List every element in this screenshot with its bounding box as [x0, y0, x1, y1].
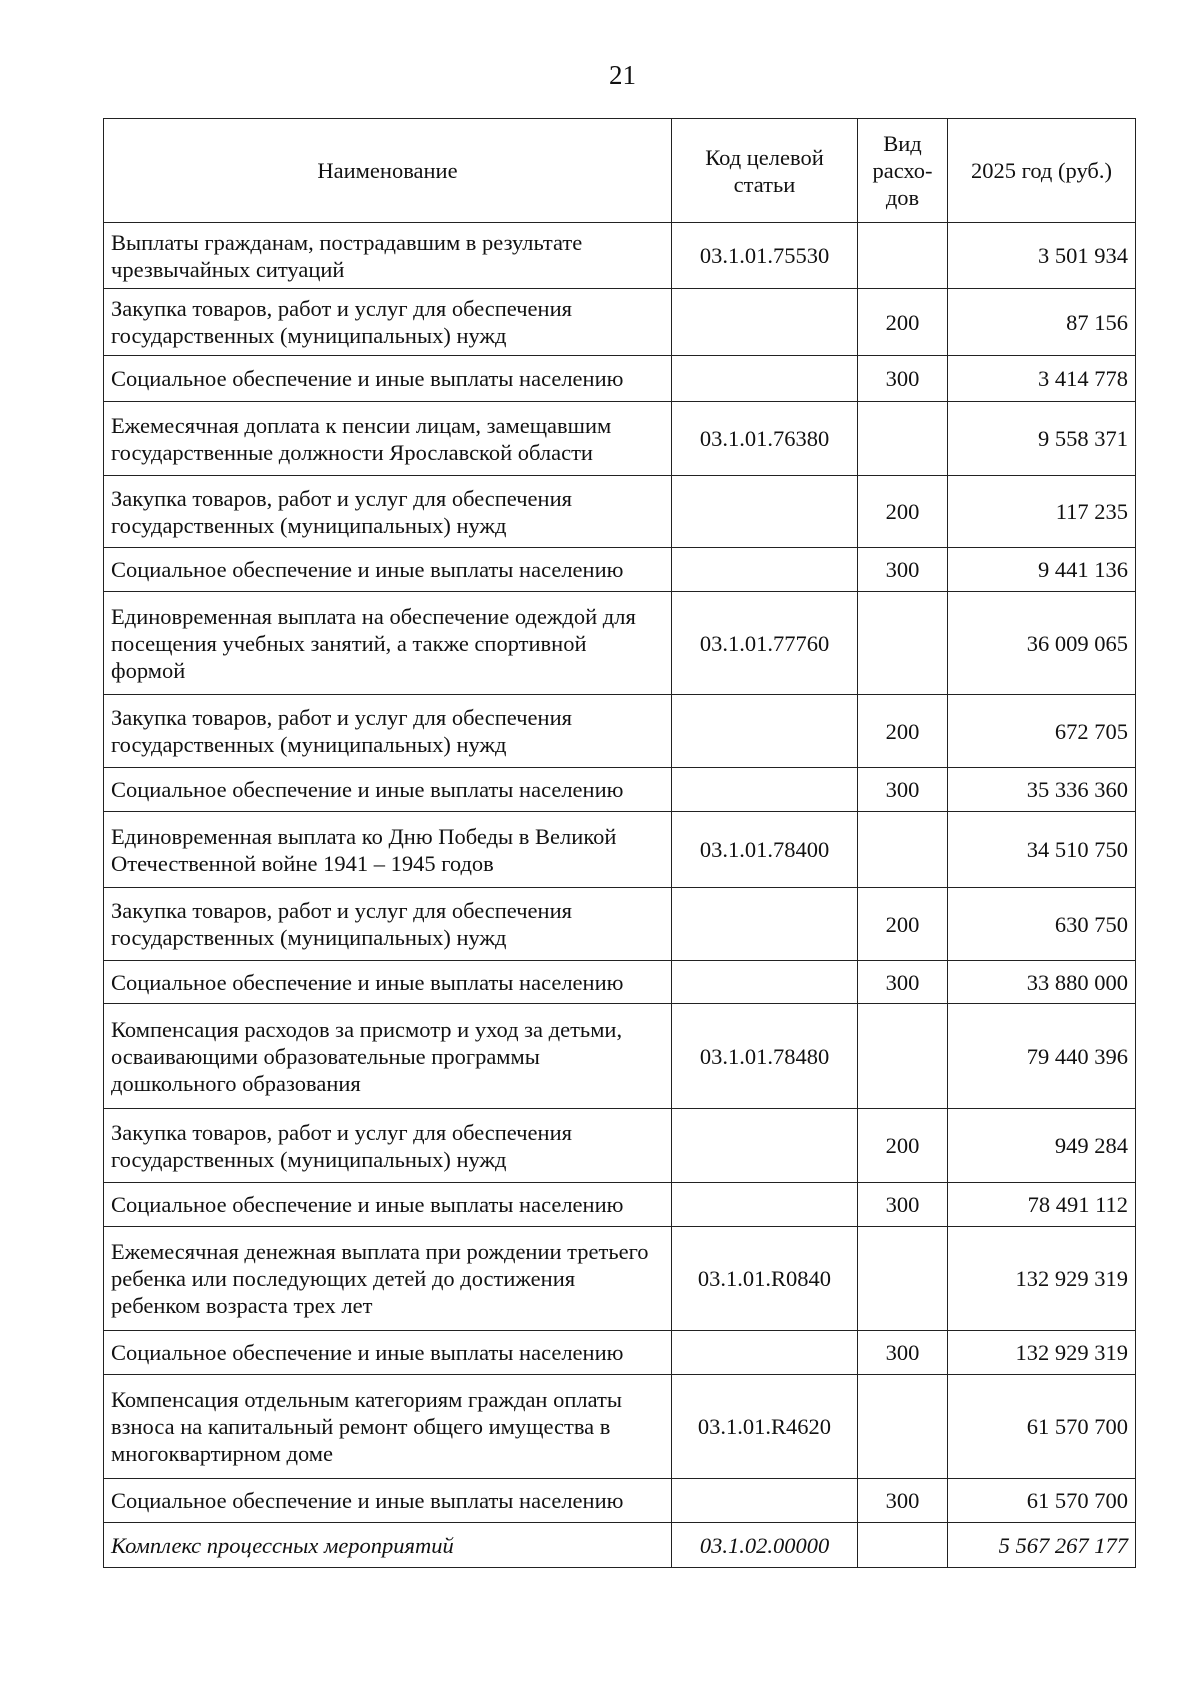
- table-row: [104, 402, 1136, 476]
- row-name-cell: Закупка товаров, работ и услуг для обеспечения государственных (муниципальных) нужд: [104, 888, 672, 961]
- table-row: [104, 695, 1136, 768]
- table-row: [104, 1227, 1136, 1331]
- row-code-cell: [672, 548, 858, 592]
- row-name-cell: Социальное обеспечение и иные выплаты населению: [104, 548, 672, 592]
- row-amount-cell: 132 929 319: [948, 1227, 1136, 1331]
- table-row: [104, 356, 1136, 402]
- table-row: [104, 1523, 1136, 1568]
- row-type-cell: 300: [858, 356, 948, 402]
- row-amount-cell: 9 558 371: [948, 402, 1136, 476]
- table-row: [104, 888, 1136, 961]
- row-amount-cell: 78 491 112: [948, 1183, 1136, 1227]
- header-type: Вид расхо-дов: [858, 119, 948, 223]
- row-type-cell: [858, 592, 948, 695]
- row-type-cell: 200: [858, 695, 948, 768]
- budget-table: [103, 118, 1136, 1568]
- row-name-cell: Закупка товаров, работ и услуг для обеспечения государственных (муниципальных) нужд: [104, 476, 672, 548]
- row-type-cell: 300: [858, 768, 948, 812]
- row-amount-cell: 672 705: [948, 695, 1136, 768]
- row-amount-cell: 79 440 396: [948, 1004, 1136, 1109]
- row-code-cell: 03.1.02.00000: [672, 1523, 858, 1568]
- row-code-cell: [672, 695, 858, 768]
- page-number: 21: [609, 60, 636, 90]
- row-name-cell: Закупка товаров, работ и услуг для обеспечения государственных (муниципальных) нужд: [104, 289, 672, 356]
- row-name-cell: Закупка товаров, работ и услуг для обеспечения государственных (муниципальных) нужд: [104, 1109, 672, 1183]
- row-name-cell: Ежемесячная денежная выплата при рождении третьего ребенка или последующих детей до достижения ребенком возраста трех лет: [104, 1227, 672, 1331]
- row-type-cell: 300: [858, 1331, 948, 1375]
- row-type-cell: 200: [858, 289, 948, 356]
- row-amount-cell: 132 929 319: [948, 1331, 1136, 1375]
- row-amount-cell: 36 009 065: [948, 592, 1136, 695]
- row-amount-cell: 949 284: [948, 1109, 1136, 1183]
- row-amount-cell: 61 570 700: [948, 1375, 1136, 1479]
- row-name-cell: Закупка товаров, работ и услуг для обеспечения государственных (муниципальных) нужд: [104, 695, 672, 768]
- row-code-cell: [672, 768, 858, 812]
- row-name-cell: Социальное обеспечение и иные выплаты населению: [104, 1331, 672, 1375]
- table-row: [104, 768, 1136, 812]
- row-code-cell: [672, 1479, 858, 1523]
- table-row: [104, 1183, 1136, 1227]
- table-row: [104, 223, 1136, 289]
- row-name-cell: Социальное обеспечение и иные выплаты населению: [104, 1479, 672, 1523]
- row-amount-cell: 3 501 934: [948, 223, 1136, 289]
- row-type-cell: [858, 402, 948, 476]
- row-type-cell: 300: [858, 1183, 948, 1227]
- row-code-cell: [672, 1183, 858, 1227]
- row-type-cell: [858, 1227, 948, 1331]
- table-row: [104, 1331, 1136, 1375]
- row-amount-cell: 61 570 700: [948, 1479, 1136, 1523]
- header-name: Наименование: [104, 119, 672, 223]
- row-type-cell: [858, 223, 948, 289]
- row-type-cell: [858, 812, 948, 888]
- row-name-cell: Выплаты гражданам, пострадавшим в результате чрезвычайных ситуаций: [104, 223, 672, 289]
- header-code: Код целевой статьи: [672, 119, 858, 223]
- row-amount-cell: 5 567 267 177: [948, 1523, 1136, 1568]
- row-amount-cell: 117 235: [948, 476, 1136, 548]
- row-name-cell: Социальное обеспечение и иные выплаты населению: [104, 1183, 672, 1227]
- table-row: [104, 1109, 1136, 1183]
- table-row: [104, 1479, 1136, 1523]
- row-code-cell: 03.1.01.75530: [672, 223, 858, 289]
- row-type-cell: [858, 1523, 948, 1568]
- row-type-cell: [858, 1004, 948, 1109]
- row-name-cell: Ежемесячная доплата к пенсии лицам, замещавшим государственные должности Ярославской области: [104, 402, 672, 476]
- row-name-cell: Компенсация расходов за присмотр и уход за детьми, осваивающими образовательные программы дошкольного образования: [104, 1004, 672, 1109]
- row-type-cell: [858, 1375, 948, 1479]
- row-code-cell: 03.1.01.78480: [672, 1004, 858, 1109]
- row-code-cell: [672, 1109, 858, 1183]
- row-type-cell: 200: [858, 888, 948, 961]
- table-row: [104, 1375, 1136, 1479]
- row-name-cell: Компенсация отдельным категориям граждан оплаты взноса на капитальный ремонт общего имущества в многоквартирном доме: [104, 1375, 672, 1479]
- row-type-cell: 200: [858, 1109, 948, 1183]
- row-code-cell: 03.1.01.77760: [672, 592, 858, 695]
- table-header-row: [104, 119, 1136, 223]
- header-amount: 2025 год (руб.): [948, 119, 1136, 223]
- row-amount-cell: 33 880 000: [948, 961, 1136, 1004]
- row-code-cell: [672, 1331, 858, 1375]
- row-type-cell: 300: [858, 548, 948, 592]
- table-body: [104, 223, 1136, 1568]
- row-code-cell: 03.1.01.R0840: [672, 1227, 858, 1331]
- table-row: [104, 592, 1136, 695]
- row-code-cell: [672, 356, 858, 402]
- row-code-cell: [672, 961, 858, 1004]
- row-code-cell: [672, 476, 858, 548]
- row-amount-cell: 34 510 750: [948, 812, 1136, 888]
- row-name-cell: Комплекс процессных мероприятий: [104, 1523, 672, 1568]
- row-code-cell: [672, 289, 858, 356]
- row-amount-cell: 9 441 136: [948, 548, 1136, 592]
- row-amount-cell: 35 336 360: [948, 768, 1136, 812]
- row-type-cell: 300: [858, 1479, 948, 1523]
- row-amount-cell: 630 750: [948, 888, 1136, 961]
- row-code-cell: 03.1.01.78400: [672, 812, 858, 888]
- table-row: [104, 1004, 1136, 1109]
- row-code-cell: 03.1.01.R4620: [672, 1375, 858, 1479]
- table-row: [104, 812, 1136, 888]
- row-amount-cell: 87 156: [948, 289, 1136, 356]
- table-row: [104, 961, 1136, 1004]
- table-row: [104, 289, 1136, 356]
- row-code-cell: [672, 888, 858, 961]
- row-name-cell: Единовременная выплата на обеспечение одеждой для посещения учебных занятий, а также спортивной формой: [104, 592, 672, 695]
- row-amount-cell: 3 414 778: [948, 356, 1136, 402]
- row-name-cell: Социальное обеспечение и иные выплаты населению: [104, 356, 672, 402]
- row-name-cell: Социальное обеспечение и иные выплаты населению: [104, 768, 672, 812]
- row-name-cell: Социальное обеспечение и иные выплаты населению: [104, 961, 672, 1004]
- row-type-cell: 200: [858, 476, 948, 548]
- row-type-cell: 300: [858, 961, 948, 1004]
- table-row: [104, 548, 1136, 592]
- table-row: [104, 476, 1136, 548]
- row-code-cell: 03.1.01.76380: [672, 402, 858, 476]
- row-name-cell: Единовременная выплата ко Дню Победы в Великой Отечественной войне 1941 – 1945 годов: [104, 812, 672, 888]
